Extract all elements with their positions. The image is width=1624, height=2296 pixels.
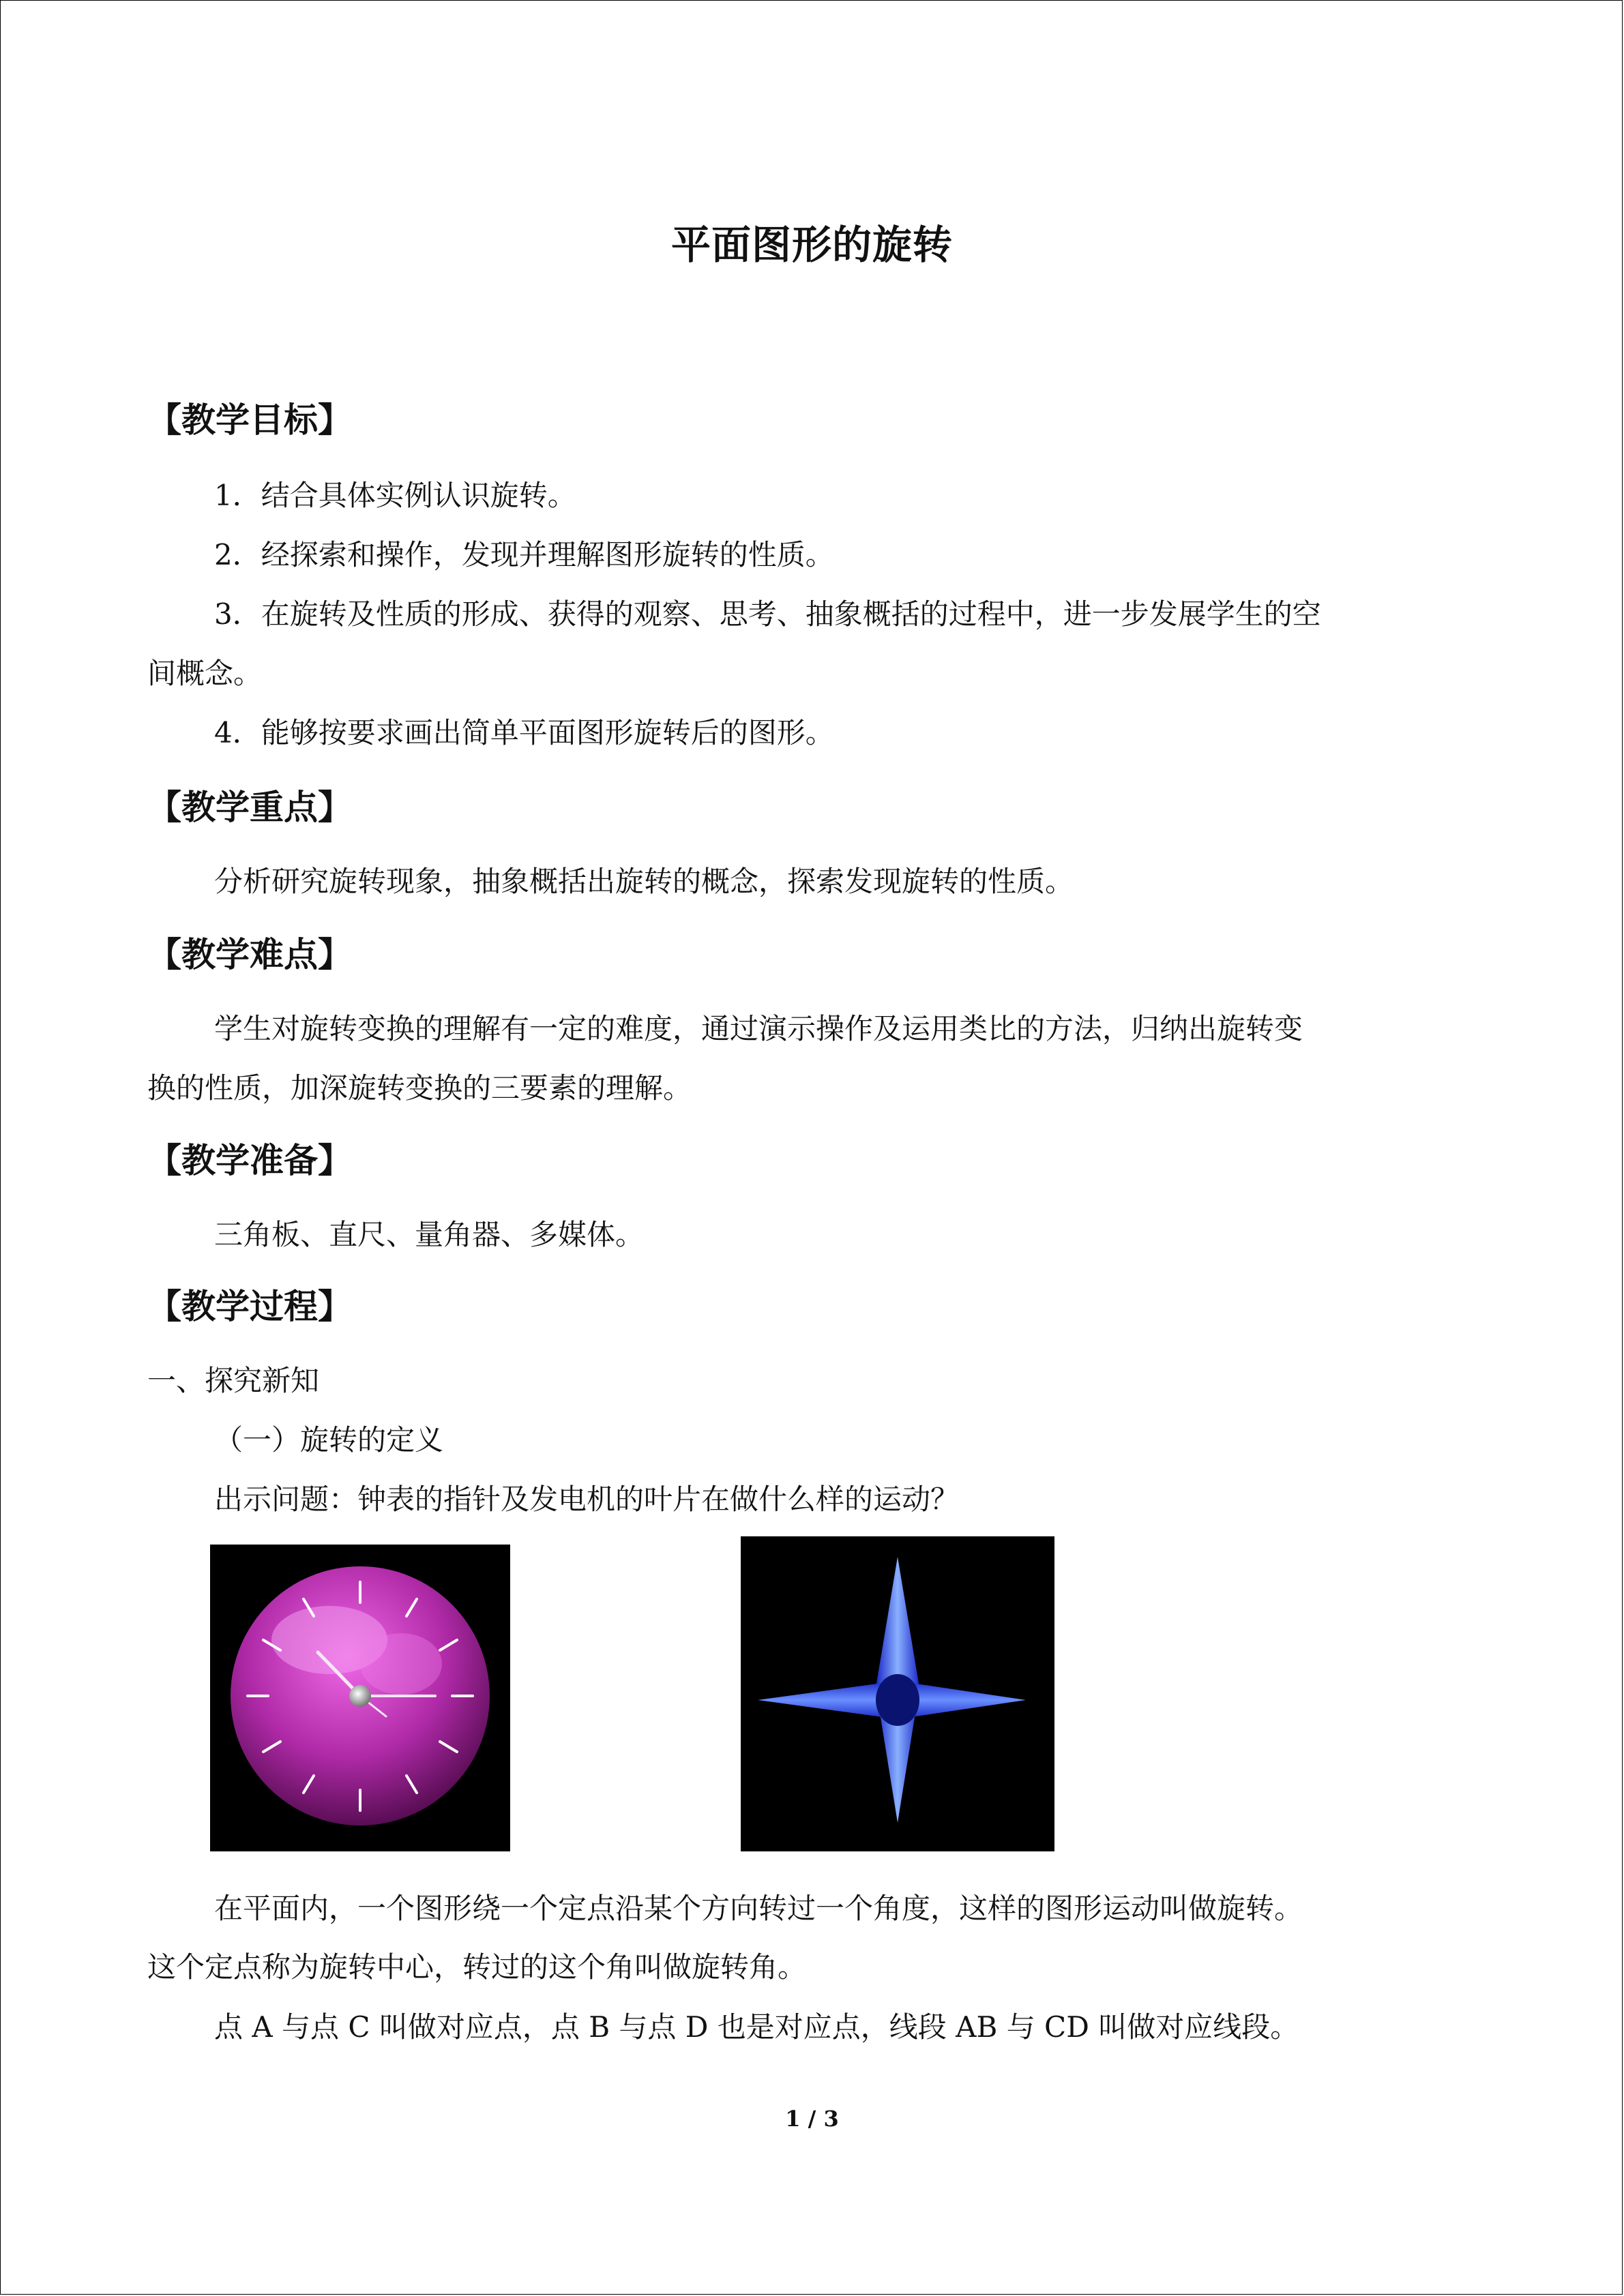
heading-preparation: 【教学准备】 <box>147 1141 352 1180</box>
difficulties-line-2: 换的性质，加深旋转变换的三要素的理解。 <box>147 1071 692 1105</box>
heading-process: 【教学过程】 <box>147 1287 352 1326</box>
heading-key-points: 【教学重点】 <box>147 788 352 827</box>
process-sub-1: （一）旋转的定义 <box>214 1423 444 1457</box>
clock-image <box>210 1545 510 1851</box>
star-icon <box>741 1536 1054 1851</box>
correspondence-text: 点 A 与点 C 叫做对应点，点 B 与点 D 也是对应点，线段 AB 与 CD 叫做对应线段。 <box>214 2010 1299 2044</box>
objective-item-4: 4．能够按要求画出简单平面图形旋转后的图形。 <box>214 716 834 749</box>
heading-difficulties: 【教学难点】 <box>147 935 352 974</box>
definition-line-2: 这个定点称为旋转中心，转过的这个角叫做旋转角。 <box>147 1950 807 1984</box>
page-number: 1 / 3 <box>785 2106 839 2132</box>
process-question: 出示问题：钟表的指针及发电机的叶片在做什么样的运动？ <box>214 1482 960 1516</box>
preparation-text: 三角板、直尺、量角器、多媒体。 <box>214 1218 645 1251</box>
objective-item-3: 3．在旋转及性质的形成、获得的观察、思考、抽象概括的过程中，进一步发展学生的空 <box>214 597 1321 631</box>
page-title: 平面图形的旋转 <box>670 222 953 268</box>
difficulties-line-1: 学生对旋转变换的理解有一定的难度，通过演示操作及运用类比的方法，归纳出旋转变 <box>214 1012 1303 1045</box>
star-image <box>741 1536 1054 1851</box>
clock-icon <box>210 1545 510 1851</box>
objective-item-1: 1．结合具体实例认识旋转。 <box>214 479 576 512</box>
heading-objectives: 【教学目标】 <box>147 400 352 440</box>
process-part-1: 一、探究新知 <box>147 1364 320 1397</box>
objective-item-3-cont: 间概念。 <box>147 657 263 690</box>
objective-item-2: 2．经探索和操作，发现并理解图形旋转的性质。 <box>214 538 834 571</box>
definition-line-1: 在平面内，一个图形绕一个定点沿某个方向转过一个角度，这样的图形运动叫做旋转。 <box>214 1892 1303 1925</box>
key-points-text: 分析研究旋转现象，抽象概括出旋转的概念，探索发现旋转的性质。 <box>214 865 1074 898</box>
